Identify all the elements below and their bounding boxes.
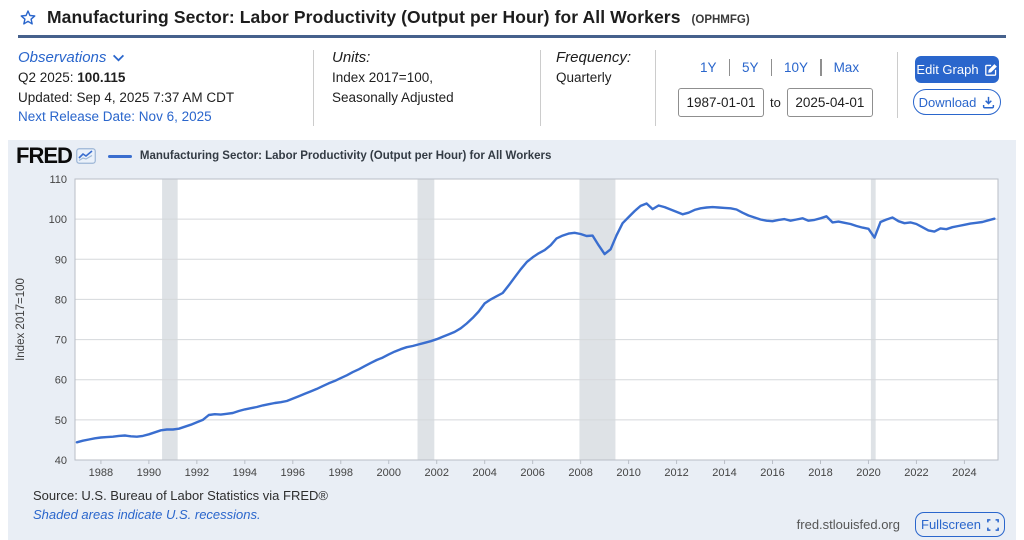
recession-band [871,179,876,460]
y-tick-label: 40 [54,455,67,467]
x-tick-label: 2020 [856,467,881,479]
legend-line-swatch [108,155,132,158]
download-button[interactable] [913,89,1001,115]
updated-timestamp: Updated: Sep 4, 2025 7:37 AM CDT [18,89,235,105]
legend-series-label: Manufacturing Sector: Labor Productivity (Output per Hour) for All Workers [139,150,552,162]
plot-background [75,179,998,460]
edit-graph-button[interactable] [915,56,999,83]
range-5y-button[interactable]: 5Y [742,60,759,75]
frequency-value: Quarterly [556,70,612,85]
x-tick-label: 2008 [568,467,593,479]
series-id: (OPHMFG) [691,13,750,26]
header-divider [897,52,898,118]
fred-logo[interactable]: FRED [16,143,72,168]
x-tick-label: 2000 [376,467,401,479]
header-divider [540,50,541,126]
observations-dropdown[interactable] [18,48,234,68]
y-axis-title: Index 2017=100 [15,278,27,361]
title-divider [18,35,1006,38]
observations-block [18,48,234,127]
page-title: Manufacturing Sector: Labor Productivity (Output per Hour) for All Workers [47,7,681,27]
date-to-input[interactable] [787,88,873,117]
title-row [18,7,750,28]
x-tick-label: 2016 [760,467,785,479]
fullscreen-icon [987,519,999,531]
x-tick-label: 2018 [808,467,833,479]
chart-panel [8,140,1016,540]
frequency-block [556,48,631,88]
x-tick-label: 2004 [472,467,497,479]
source-attribution: Source: U.S. Bureau of Labor Statistics via FRED® [33,488,328,503]
range-1y-button[interactable]: 1Y [700,60,717,75]
range-max-button[interactable]: Max [833,60,860,75]
x-tick-label: 1996 [280,467,306,479]
x-tick-label: 1990 [136,467,162,479]
chart-plot-area[interactable] [8,140,1016,485]
x-tick-label: 1988 [88,467,114,479]
y-tick-label: 100 [48,214,67,227]
range-10y-button[interactable]: 10Y [784,60,809,75]
recession-band [418,179,435,460]
fred-url-link[interactable]: fred.stlouisfed.org [796,517,900,532]
y-tick-label: 70 [54,334,67,347]
edit-graph-label: Edit Graph [916,62,979,77]
x-tick-label: 2022 [904,467,929,479]
units-value-line1: Index 2017=100, [332,70,433,85]
x-tick-label: 1998 [328,467,354,479]
x-tick-label: 2024 [952,467,977,479]
fullscreen-label: Fullscreen [921,517,981,532]
date-range-row [678,88,873,117]
y-tick-label: 60 [54,374,67,387]
x-tick-label: 2014 [712,467,737,479]
x-tick-label: 2006 [520,467,545,479]
fred-logo-chart-icon [76,148,96,164]
y-tick-label: 110 [49,174,67,186]
chart-header [16,145,551,167]
next-release-link[interactable]: Next Release Date: Nov 6, 2025 [18,109,212,124]
download-label: Download [918,94,977,110]
recession-band [579,179,615,460]
y-tick-label: 90 [54,254,67,267]
x-tick-label: 2002 [424,467,449,479]
x-tick-label: 1992 [184,467,210,479]
date-from-input[interactable] [678,88,764,117]
header-divider [655,50,656,126]
frequency-label: Frequency: [556,49,632,66]
units-value-line2: Seasonally Adjusted [332,89,454,105]
x-tick-label: 1994 [232,467,258,479]
y-tick-label: 50 [54,414,67,427]
observations-label: Observations [18,49,107,66]
recession-band [162,179,178,460]
edit-icon [985,63,998,76]
units-label: Units: [332,49,371,66]
fullscreen-button[interactable] [915,512,1005,537]
units-block [332,48,454,107]
latest-observation: Q2 2025: 100.115 [18,70,126,85]
date-to-label: to [770,95,781,110]
recession-note-link[interactable]: Shaded areas indicate U.S. recessions. [33,507,261,522]
favorite-star-icon[interactable] [18,8,38,28]
chevron-down-icon [112,54,125,62]
download-icon [982,96,995,109]
x-tick-label: 2010 [616,467,641,479]
latest-value: 100.115 [77,70,126,85]
x-tick-label: 2012 [664,467,689,479]
header-divider [313,50,314,126]
range-selector [688,59,871,76]
y-tick-label: 80 [54,294,67,307]
